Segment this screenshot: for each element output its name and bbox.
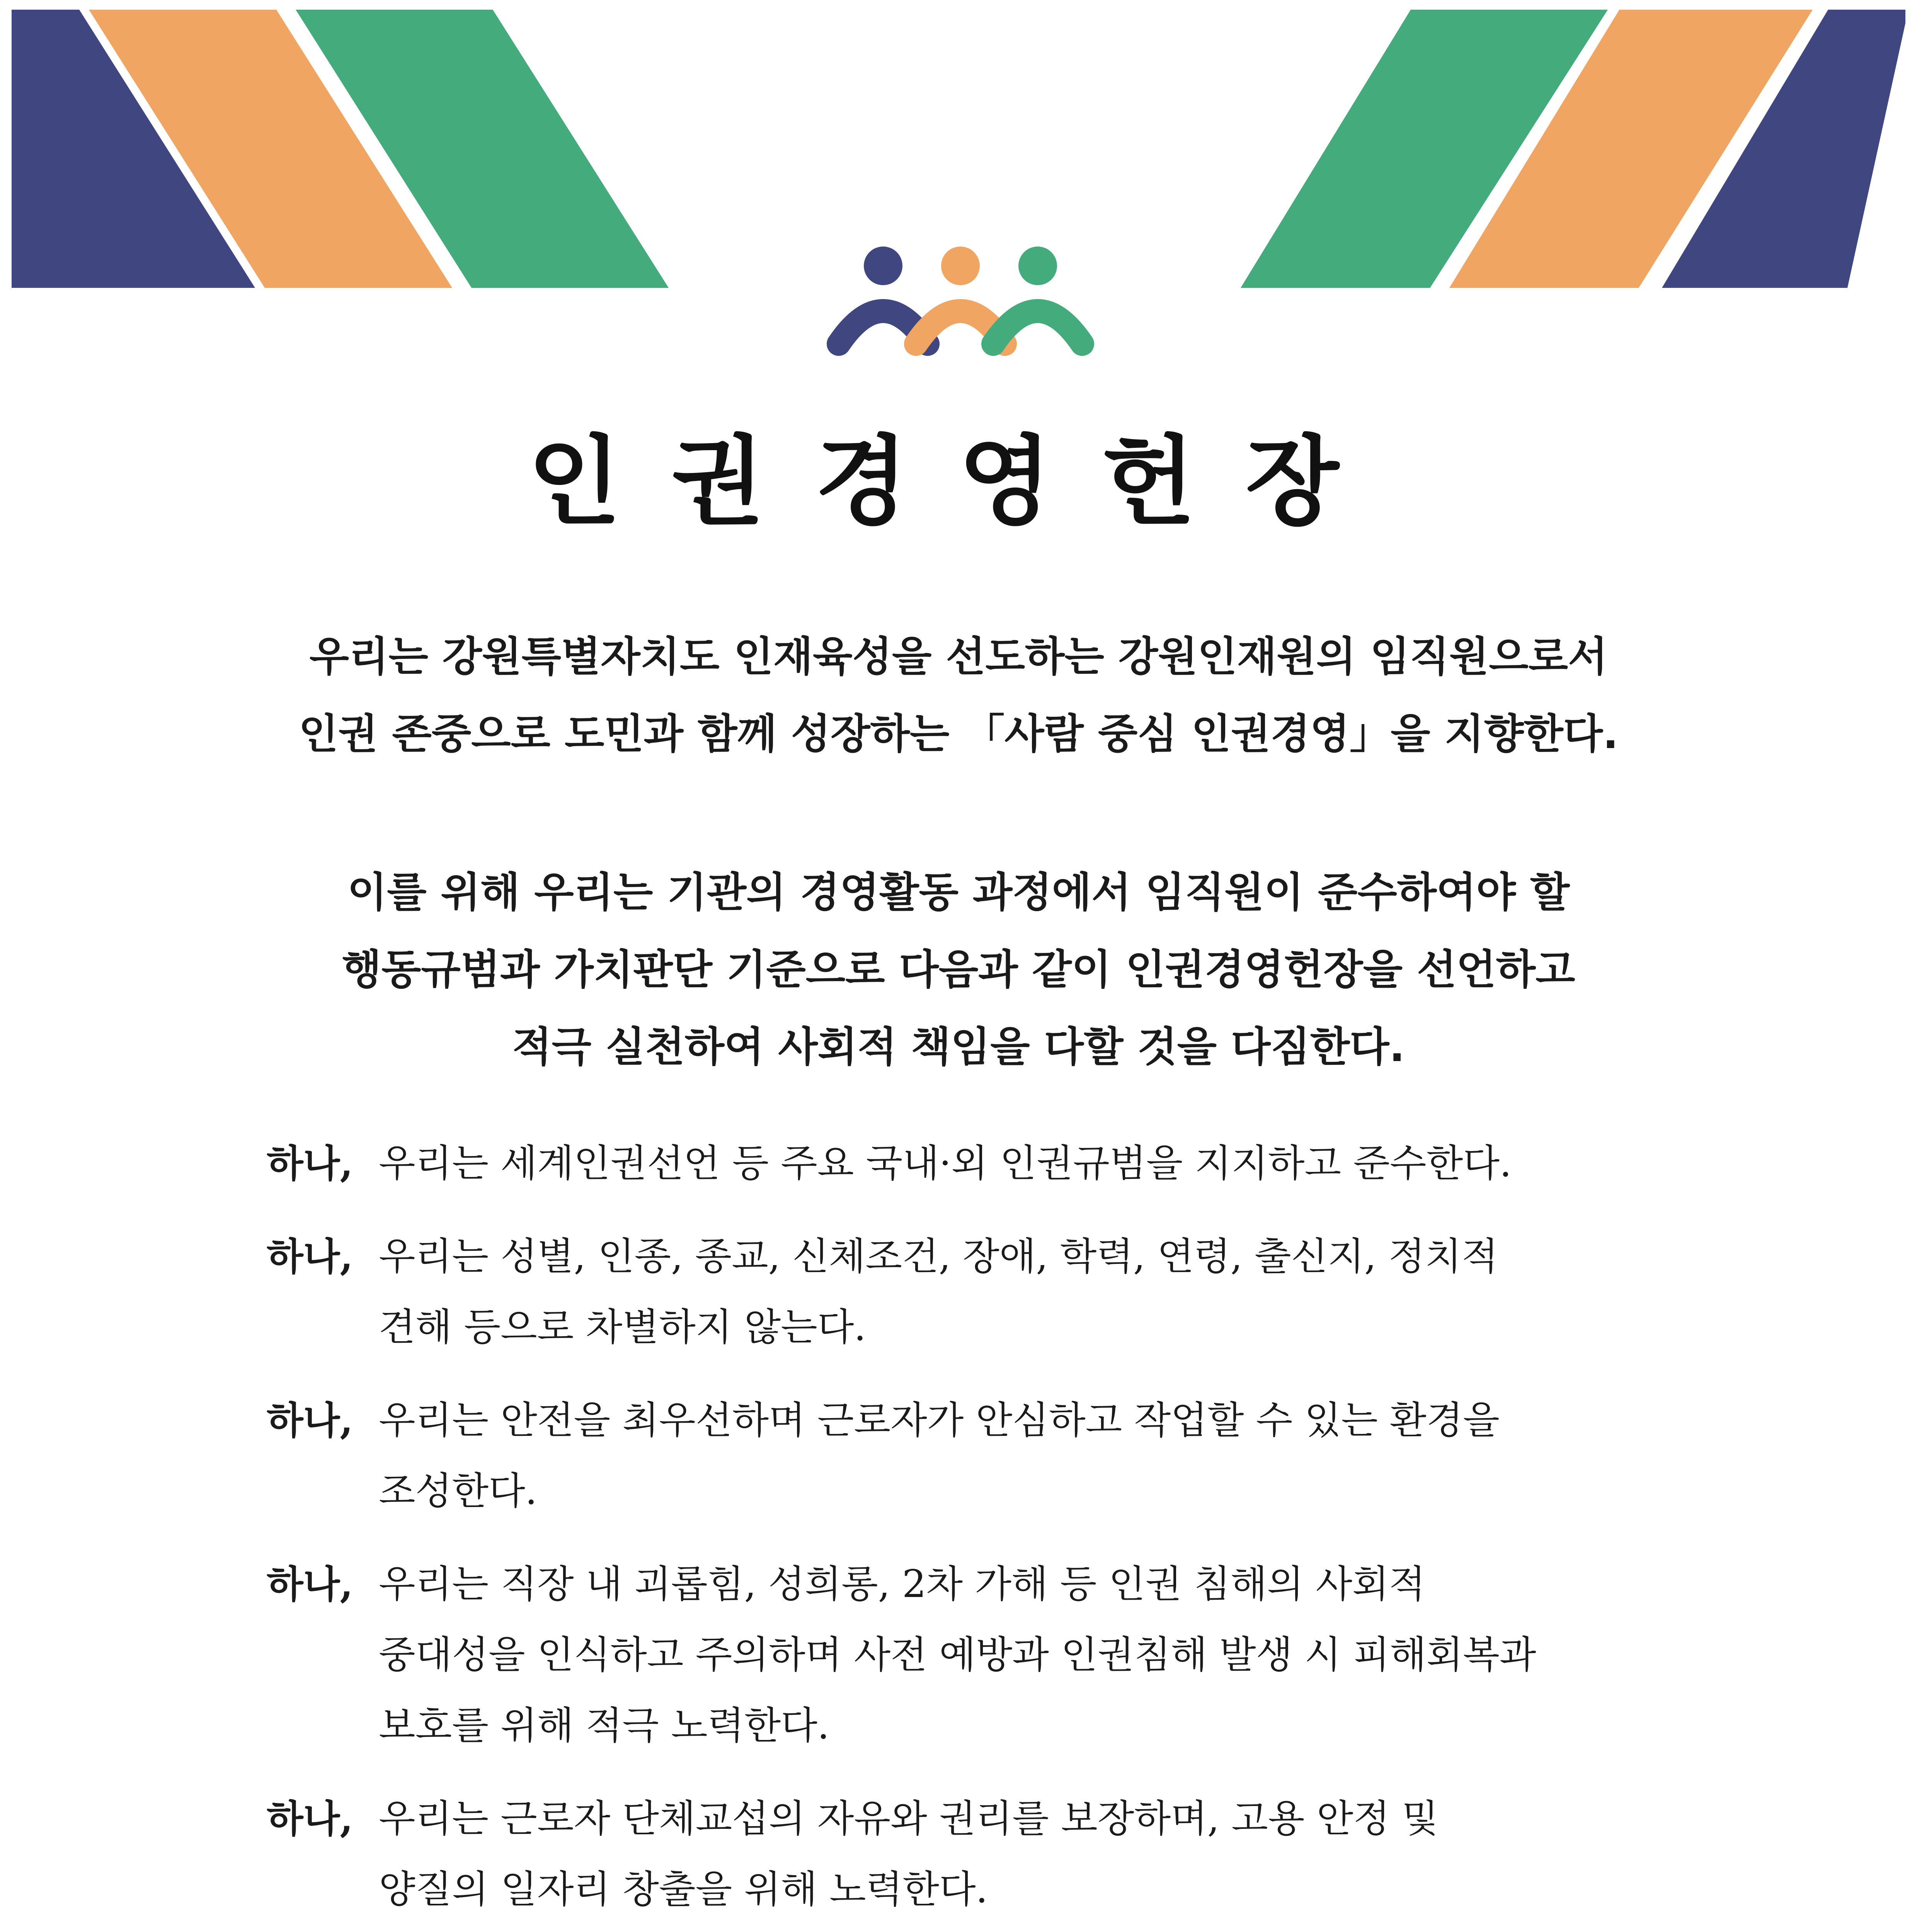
intro-line: 행동규범과 가치판단 기준으로 다음과 같이 인권경영헌장을 선언하고 xyxy=(342,946,1575,993)
pledge-head: 하나, xyxy=(267,1797,353,1841)
intro-line: 이를 위해 우리는 기관의 경영활동 과정에서 임직원이 준수하여야 할 xyxy=(347,869,1570,916)
intro-line: 우리는 강원특별자치도 인재육성을 선도하는 강원인재원의 임직원으로서 xyxy=(309,633,1608,680)
pledge-head: 하나, xyxy=(267,1235,353,1279)
pledge-line: 우리는 세계인권선언 등 주요 국내·외 인권규범을 지지하고 준수한다. xyxy=(379,1141,1512,1185)
header-decoration xyxy=(0,0,1917,386)
intro-paragraph-2 xyxy=(0,854,1917,1086)
pledge-line: 보호를 위해 적극 노력한다. xyxy=(379,1704,829,1748)
pledge-item xyxy=(267,1128,1697,1199)
pledge-list xyxy=(267,1128,1697,1932)
pledge-line: 양질의 일자리 창출을 위해 노력한다. xyxy=(379,1867,988,1912)
intro-line: 적극 실천하여 사회적 책임을 다할 것을 다짐한다. xyxy=(512,1023,1405,1071)
pledge-item xyxy=(267,1549,1697,1761)
pledge-line: 우리는 성별, 인종, 종교, 신체조건, 장애, 학력, 연령, 출신지, 정치적 xyxy=(379,1235,1498,1279)
pledge-item xyxy=(267,1221,1697,1363)
intro-paragraph-1 xyxy=(0,618,1917,773)
pledge-line: 견해 등으로 차별하지 않는다. xyxy=(379,1305,866,1349)
pledge-item xyxy=(267,1385,1697,1527)
pledge-head: 하나, xyxy=(267,1398,353,1443)
pledge-line: 조성한다. xyxy=(379,1469,537,1513)
page-title: 인권경영헌장 xyxy=(528,424,1389,538)
pledge-line: 우리는 직장 내 괴롭힘, 성희롱, 2차 가해 등 인권 침해의 사회적 xyxy=(379,1562,1426,1606)
pledge-item xyxy=(267,1784,1697,1925)
intro-line: 인권 존중으로 도민과 함께 성장하는 「사람 중심 인권경영」을 지향한다. xyxy=(298,710,1619,758)
three-people-icon xyxy=(839,247,1082,344)
pledge-head: 하나, xyxy=(267,1141,353,1186)
pledge-line: 우리는 안전을 최우선하며 근로자가 안심하고 작업할 수 있는 환경을 xyxy=(379,1398,1500,1442)
pledge-line: 우리는 근로자 단체교섭의 자유와 권리를 보장하며, 고용 안정 및 xyxy=(379,1797,1439,1841)
pledge-line: 중대성을 인식하고 주의하며 사전 예방과 인권침해 발생 시 피해회복과 xyxy=(379,1633,1536,1677)
pledge-head: 하나, xyxy=(267,1562,353,1607)
